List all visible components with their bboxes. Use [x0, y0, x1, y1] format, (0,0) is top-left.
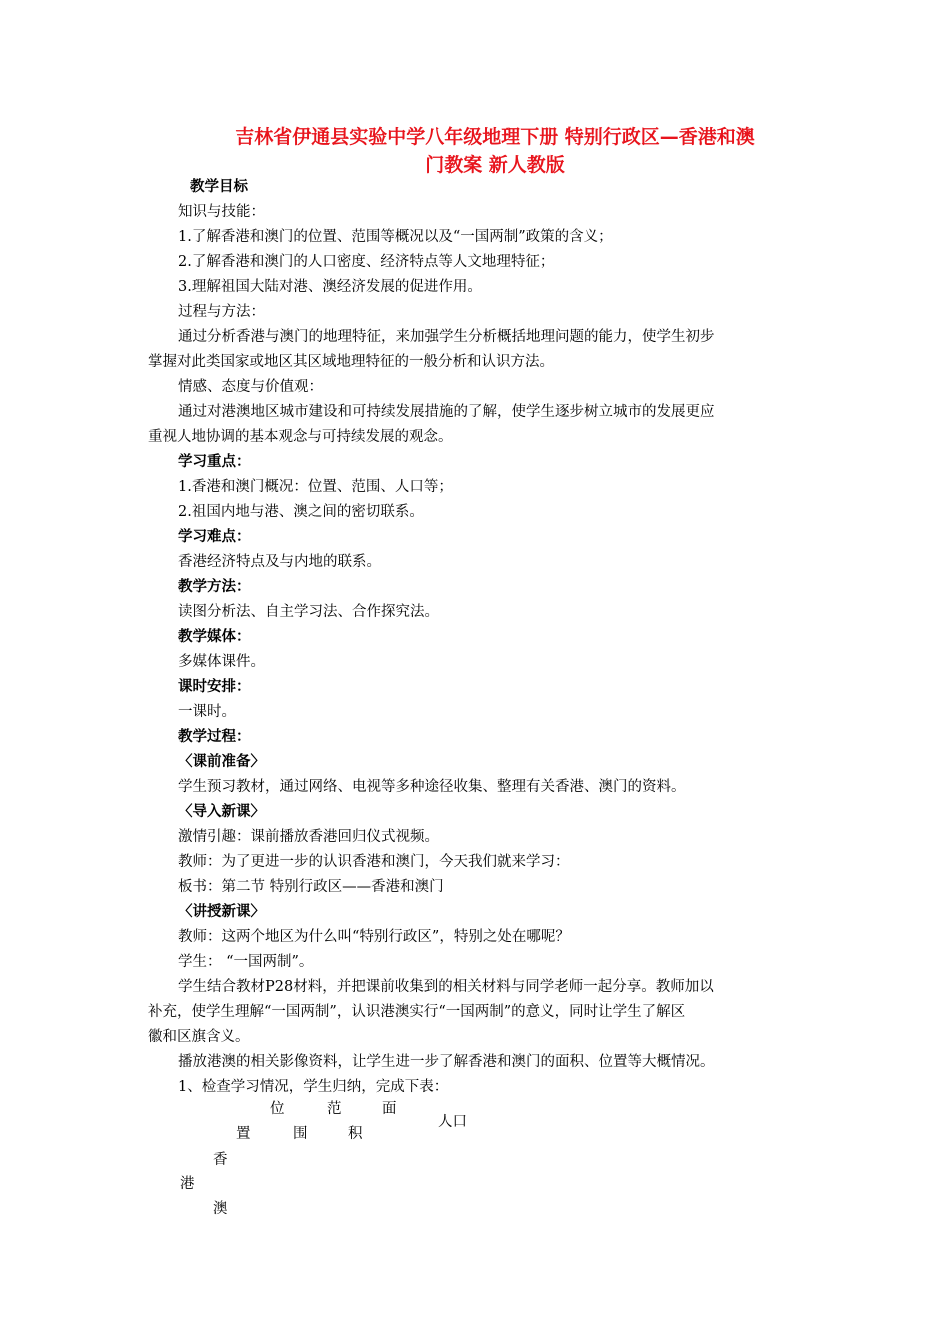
- keypoints-heading: 学习重点：: [178, 454, 251, 470]
- knowledge-item-2: 2.了解香港和澳门的人口密度、经济特点等人文地理特征；: [178, 254, 555, 270]
- process-paragraph-line-2: 掌握对此类国家或地区其区域地理特征的一般分析和认识方法。: [148, 354, 554, 370]
- document-title-line-2: 门教案 新人教版: [425, 154, 565, 176]
- intro-heading: 〈导入新课〉: [178, 804, 265, 820]
- knowledge-item-3: 3.理解祖国大陆对港、澳经济发展的促进作用。: [178, 279, 482, 295]
- difficulty-text: 香港经济特点及与内地的联系。: [178, 554, 381, 570]
- method-heading: 教学方法：: [178, 579, 251, 595]
- table-row-hongkong-top: 香: [213, 1152, 228, 1168]
- table-row-hongkong-bottom: 港: [180, 1176, 195, 1192]
- keypoint-item-1: 1.香港和澳门概况：位置、范围、人口等；: [178, 479, 453, 495]
- keypoint-item-2: 2.祖国内地与港、澳之间的密切联系。: [178, 504, 424, 520]
- table-header-range-top: 范: [327, 1101, 342, 1117]
- prep-heading: 〈课前准备〉: [178, 754, 265, 770]
- table-header-area-top: 面: [382, 1101, 397, 1117]
- media-text: 多媒体课件。: [178, 654, 265, 670]
- table-header-position-bottom: 置: [236, 1126, 251, 1142]
- attitude-paragraph-line-1: 通过对港澳地区城市建设和可持续发展措施的了解，使学生逐步树立城市的发展更应: [178, 404, 715, 420]
- board-line: 板书：第二节 特别行政区——香港和澳门: [178, 879, 444, 895]
- student-line: 学生： “一国两制”。: [178, 954, 314, 970]
- prep-text: 学生预习教材，通过网络、电视等多种途径收集、整理有关香港、澳门的资料。: [178, 779, 686, 795]
- document-title-line-1: 吉林省伊通县实验中学八年级地理下册 特别行政区—香港和澳: [235, 126, 755, 148]
- table-header-position-top: 位: [270, 1101, 285, 1117]
- lecture-heading: 〈讲授新课〉: [178, 904, 265, 920]
- difficulty-heading: 学习难点：: [178, 529, 251, 545]
- table-header-population: 人口: [438, 1114, 467, 1130]
- attitude-paragraph-line-2: 重视人地协调的基本观念与可持续发展的观念。: [148, 429, 453, 445]
- teacher-line-2: 教师：这两个地区为什么叫“特别行政区”，特别之处在哪呢？: [178, 929, 570, 945]
- process-paragraph-line-1: 通过分析香港与澳门的地理特征，来加强学生分析概括地理问题的能力，使学生初步: [178, 329, 715, 345]
- share-paragraph-line-1: 学生结合教材P28材料，并把课前收集到的相关材料与同学老师一起分享。教师加以: [178, 979, 714, 995]
- intro-text: 激情引趣：课前播放香港回归仪式视频。: [178, 829, 439, 845]
- table-header-range-bottom: 围: [293, 1126, 308, 1142]
- table-row-macau: 澳: [213, 1201, 228, 1217]
- method-text: 读图分析法、自主学习法、合作探究法。: [178, 604, 439, 620]
- attitude-heading: 情感、态度与价值观：: [178, 379, 323, 395]
- share-paragraph-line-3: 徽和区旗含义。: [148, 1029, 250, 1045]
- schedule-text: 一课时。: [178, 704, 236, 720]
- schedule-heading: 课时安排：: [178, 679, 251, 695]
- procedure-heading: 教学过程：: [178, 729, 251, 745]
- media-heading: 教学媒体：: [178, 629, 251, 645]
- teacher-line-1: 教师：为了更进一步的认识香港和澳门，今天我们就来学习：: [178, 854, 570, 870]
- knowledge-item-1: 1.了解香港和澳门的位置、范围等概况以及“一国两制”政策的含义；: [178, 229, 613, 245]
- video-line: 播放港澳的相关影像资料，让学生进一步了解香港和澳门的面积、位置等大概情况。: [178, 1054, 715, 1070]
- table-header-area-bottom: 积: [348, 1126, 363, 1142]
- task-line: 1、检查学习情况，学生归纳，完成下表：: [178, 1079, 449, 1095]
- knowledge-heading: 知识与技能：: [178, 204, 265, 220]
- share-paragraph-line-2: 补充，使学生理解“一国两制”，认识港澳实行“一国两制”的意义，同时让学生了解区: [148, 1004, 686, 1020]
- process-heading: 过程与方法：: [178, 304, 265, 320]
- objectives-heading: 教学目标: [190, 179, 248, 195]
